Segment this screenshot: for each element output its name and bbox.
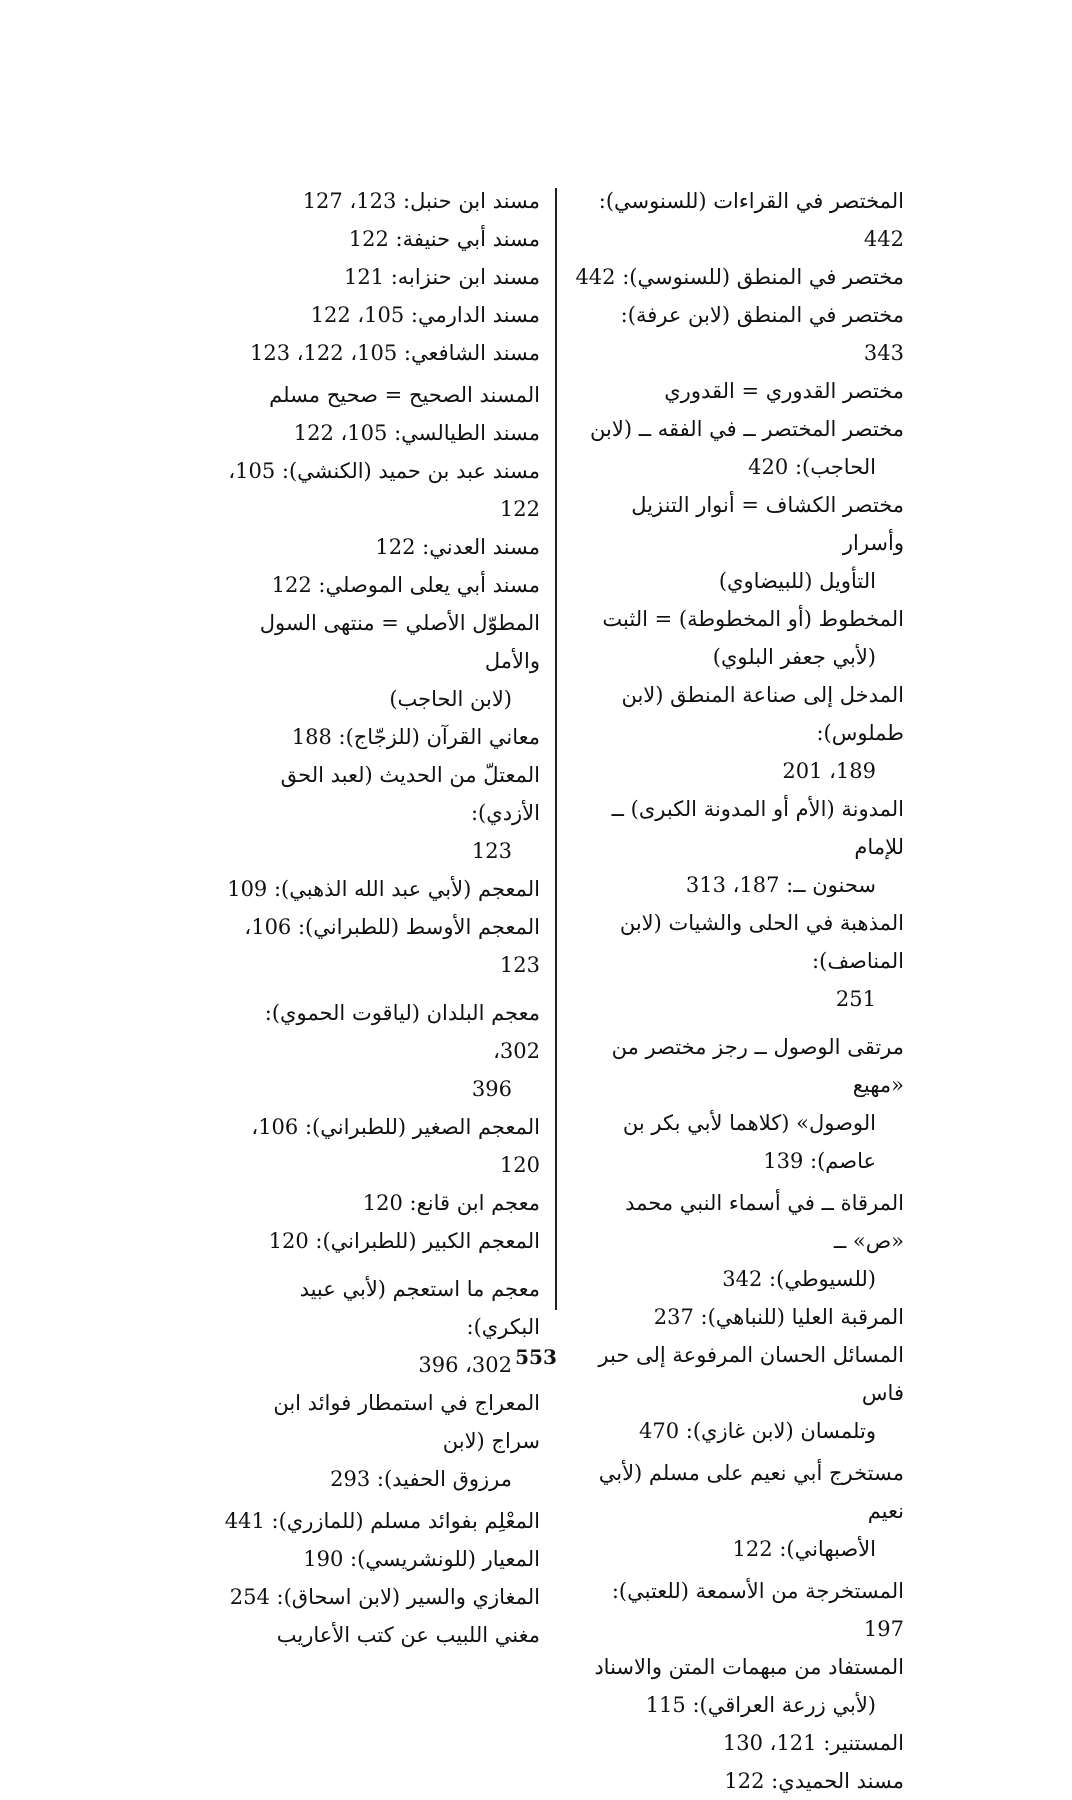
index-entry [220, 1616, 540, 1654]
page-number: 553 [515, 1345, 557, 1369]
index-entry [220, 182, 540, 220]
index-entry [574, 1454, 904, 1568]
index-entry [220, 1222, 540, 1260]
entry-continuation: 302، 396 [418, 1353, 512, 1377]
index-entry [220, 908, 540, 984]
entry-title: مسند الشافعي: 105، 122، 123 [250, 341, 540, 365]
entry-continuation: التأويل (للبيضاوي) [718, 569, 876, 593]
entry-continuation: عاصم): 139 [763, 1149, 876, 1173]
entry-title: مسند الطيالسي: 105، 122 [293, 421, 540, 445]
entry-continuation: مرزوق الحفيد): 293 [330, 1467, 512, 1491]
entry-continuation: الحاجب): 420 [748, 455, 876, 479]
entry-title: المستخرجة من الأسمعة (للعتبي): 197 [611, 1579, 904, 1641]
entry-title: مسند الدارمي: 105، 122 [310, 303, 540, 327]
entry-continuation: 396 [471, 1077, 512, 1101]
entry-title: مسند أبي يعلى الموصلي: 122 [271, 573, 540, 597]
entry-title: المذهبة في الحلى والشيات (لابن المناصف): [619, 911, 904, 973]
entry-title: المعجم الأوسط (للطبراني): 106، 123 [244, 915, 540, 977]
index-entry [574, 296, 904, 372]
entry-continuation: الوصول» (كلاهما لأبي بكر بن [622, 1111, 876, 1135]
index-entry [220, 376, 540, 414]
entry-title: مختصر المختصر ــ في الفقه ــ (لابن [590, 417, 904, 441]
entry-title: المعجم (لأبي عبد الله الذهبي): 109 [227, 877, 540, 901]
entry-continuation: سحنون ــ: 187، 313 [685, 873, 876, 897]
index-entry [220, 414, 540, 452]
index-entry [220, 528, 540, 566]
index-entry [574, 486, 904, 600]
entry-title: مختصر في المنطق (للسنوسي): 442 [575, 265, 904, 289]
index-entry [574, 410, 904, 486]
index-entry [220, 756, 540, 870]
entry-title: المعْلِم بفوائد مسلم (للمازري): 441 [224, 1509, 540, 1533]
index-entry [220, 1540, 540, 1578]
entry-title: مختصر الكشاف = أنوار التنزيل وأسرار [631, 493, 904, 555]
index-entry [574, 904, 904, 1018]
entry-title: المطوّل الأصلي = منتهى السول والأمل [259, 611, 540, 673]
entry-continuation: الأصبهاني): 122 [732, 1537, 876, 1561]
entry-title: مسند أبي حنيفة: 122 [348, 227, 540, 251]
index-entry [220, 1502, 540, 1540]
entry-continuation: (لأبي جعفر البلوي) [712, 645, 876, 669]
index-column-right [574, 182, 904, 1800]
entry-title: المسائل الحسان المرفوعة إلى حبر فاس [598, 1343, 904, 1405]
index-entry [220, 718, 540, 756]
entry-continuation: (لابن الحاجب) [389, 687, 512, 711]
entry-title: معجم البلدان (لياقوت الحموي): 302، [264, 1001, 540, 1063]
entry-title: المعراج في استمطار فوائد ابن سراج (لابن [273, 1391, 540, 1453]
index-entry [574, 258, 904, 296]
index-entry [220, 994, 540, 1108]
entry-title: مغني اللبيب عن كتب الأعاريب [276, 1623, 540, 1647]
entry-title: المغازي والسير (لابن اسحاق): 254 [229, 1585, 540, 1609]
entry-continuation: 251 [835, 987, 876, 1011]
entry-title: مسند عبد بن حميد (الكنشي): 105، 122 [228, 459, 540, 521]
index-entry [220, 1578, 540, 1616]
index-entry [574, 600, 904, 676]
index-entry [220, 220, 540, 258]
entry-continuation: 123 [471, 839, 512, 863]
index-entry [220, 1384, 540, 1498]
index-column-left [220, 182, 540, 1654]
entry-title: المعيار (للونشريسي): 190 [303, 1547, 540, 1571]
index-entry [220, 258, 540, 296]
entry-title: معجم ما استعجم (لأبي عبيد البكري): [299, 1277, 540, 1339]
entry-title: مسند الحميدي: 122 [724, 1769, 904, 1793]
entry-title: المعجم الصغير (للطبراني): 106، 120 [251, 1115, 540, 1177]
index-entry [574, 1298, 904, 1336]
entry-continuation: وتلمسان (لابن غازي): 470 [639, 1419, 876, 1443]
entry-title: المعتلّ من الحديث (لعبد الحق الأزدي): [280, 763, 540, 825]
index-entry [574, 1572, 904, 1648]
entry-title: المختصر في القراءات (للسنوسي): 442 [598, 189, 904, 251]
entry-title: مسند ابن حنزابه: 121 [343, 265, 540, 289]
index-entry [574, 676, 904, 790]
index-entry [220, 566, 540, 604]
entry-title: مسند العدني: 122 [375, 535, 540, 559]
entry-title: المرقاة ــ في أسماء النبي محمد «ص» ــ [625, 1191, 904, 1253]
index-entry [574, 372, 904, 410]
index-entry [574, 790, 904, 904]
column-divider [555, 188, 557, 1310]
entry-title: مستخرج أبي نعيم على مسلم (لأبي نعيم [598, 1461, 904, 1523]
index-entry [220, 452, 540, 528]
entry-continuation: 189، 201 [782, 759, 876, 783]
index-entry [220, 334, 540, 372]
entry-title: المرقبة العليا (للنباهي): 237 [653, 1305, 904, 1329]
entry-title: المعجم الكبير (للطبراني): 120 [268, 1229, 540, 1253]
index-entry [574, 1648, 904, 1724]
entry-title: المدونة (الأم أو المدونة الكبرى) ــ للإمام [611, 797, 904, 859]
entry-continuation: (لأبي زرعة العراقي): 115 [645, 1693, 876, 1717]
index-entry [574, 1762, 904, 1800]
index-entry [220, 1108, 540, 1184]
entry-title: المستفاد من مبهمات المتن والاسناد [594, 1655, 904, 1679]
entry-title: مرتقى الوصول ــ رجز مختصر من «مهيع [611, 1035, 904, 1097]
entry-title: معاني القرآن (للزجّاج): 188 [291, 725, 540, 749]
index-entry [574, 182, 904, 258]
index-entry [220, 296, 540, 334]
entry-title: مختصر في المنطق (لابن عرفة): 343 [620, 303, 904, 365]
entry-title: المدخل إلى صناعة المنطق (لابن طملوس): [621, 683, 904, 745]
index-entry [574, 1184, 904, 1298]
index-entry [220, 604, 540, 718]
entry-title: مسند ابن حنبل: 123، 127 [302, 189, 540, 213]
entry-title: مختصر القدوري = القدوري [664, 379, 904, 403]
index-entry [220, 1184, 540, 1222]
entry-continuation: (للسيوطي): 342 [722, 1267, 876, 1291]
entry-title: المخطوط (أو المخطوطة) = الثبت [602, 607, 904, 631]
entry-title: معجم ابن قانع: 120 [362, 1191, 540, 1215]
entry-title: المسند الصحيح = صحيح مسلم [269, 383, 540, 407]
entry-title: المستنير: 121، 130 [722, 1731, 904, 1755]
index-entry [574, 1028, 904, 1180]
index-entry [220, 870, 540, 908]
index-entry [574, 1724, 904, 1762]
